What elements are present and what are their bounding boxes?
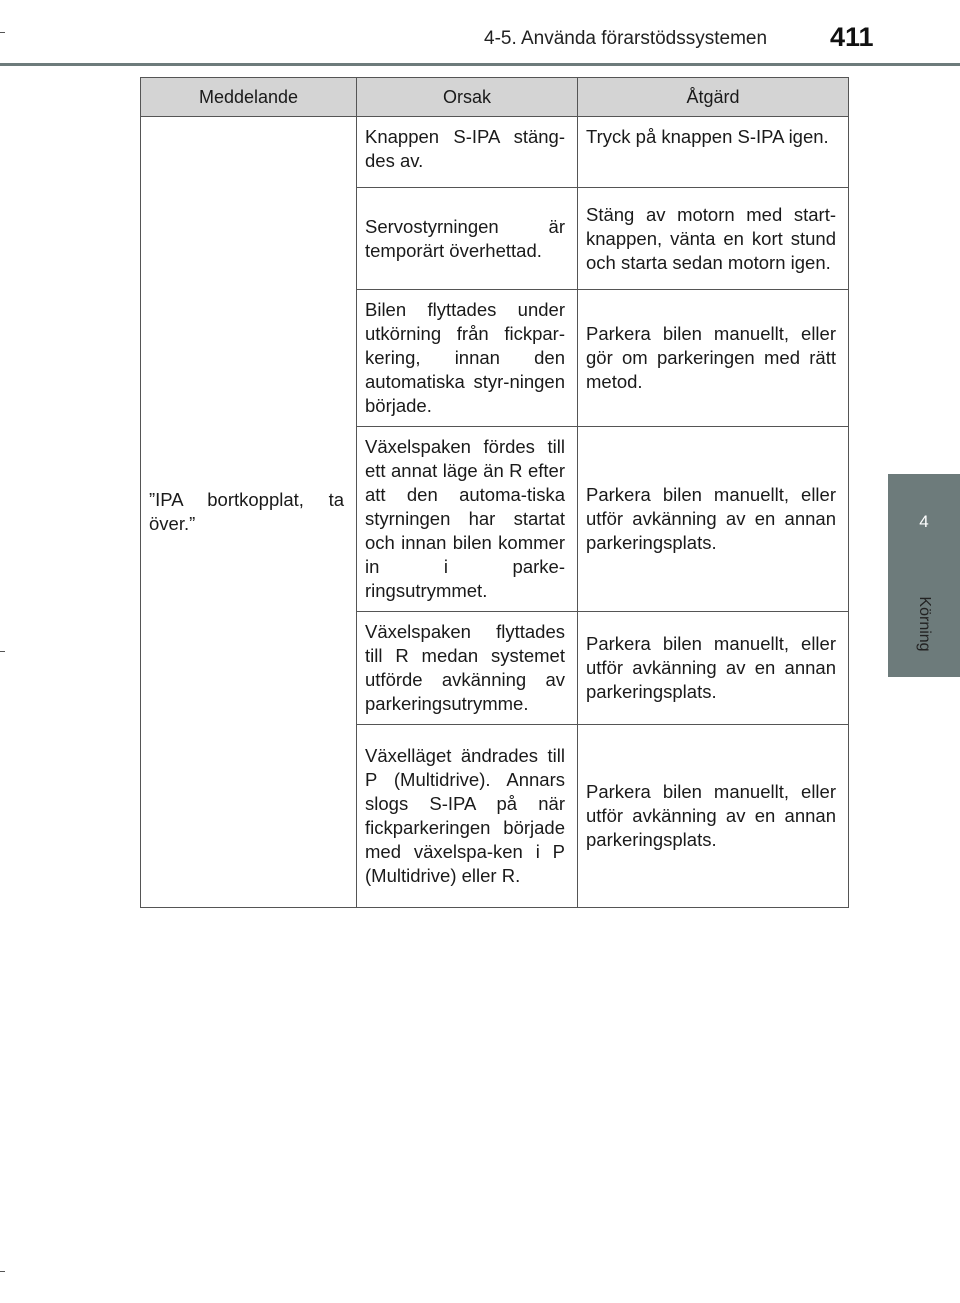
cause-cell: Växelspaken flyttades till R medan systemet utförde avkänning av parkeringsutrymme. <box>357 612 578 725</box>
action-cell: Parkera bilen manuellt, eller gör om parkeringen med rätt metod. <box>578 290 849 427</box>
crop-mark <box>0 1271 5 1272</box>
cause-cell: Knappen S-IPA stäng-des av. <box>357 117 578 188</box>
column-header-action: Åtgärd <box>578 78 849 117</box>
crop-mark <box>0 32 5 33</box>
crop-mark <box>0 651 5 652</box>
page-number: 411 <box>830 22 874 52</box>
header-divider <box>0 63 960 66</box>
action-cell: Parkera bilen manuellt, eller utför avkänning av en annan parkeringsplats. <box>578 725 849 908</box>
column-header-cause: Orsak <box>357 78 578 117</box>
action-cell: Parkera bilen manuellt, eller utför avkänning av en annan parkeringsplats. <box>578 427 849 612</box>
action-cell: Tryck på knappen S-IPA igen. <box>578 117 849 188</box>
message-cell: ”IPA bortkopplat, ta över.” <box>141 117 357 908</box>
cause-cell: Växelläget ändrades till P (Multidrive). Annars slogs S-IPA på när fickparkeringen började med växelspa-ken i P (Multidrive) eller R. <box>357 725 578 908</box>
chapter-label: Körning <box>916 596 933 652</box>
cause-cell: Bilen flyttades under utkörning från fickpar-kering, innan den automatiska styr-ningen började. <box>357 290 578 427</box>
chapter-number: 4 <box>919 512 929 531</box>
table-header-row <box>141 78 849 117</box>
table-row <box>141 117 849 188</box>
message-table <box>140 77 849 908</box>
action-cell: Parkera bilen manuellt, eller utför avkänning av en annan parkeringsplats. <box>578 612 849 725</box>
cause-cell: Växelspaken fördes till ett annat läge än R efter att den automa-tiska styrningen har startat och innan bilen kommer in i parke-ringsutrymmet. <box>357 427 578 612</box>
action-cell: Stäng av motorn med start-knappen, vänta en kort stund och starta sedan motorn igen. <box>578 188 849 290</box>
column-header-message: Meddelande <box>141 78 357 117</box>
cause-cell: Servostyrningen är temporärt överhettad. <box>357 188 578 290</box>
section-title: 4-5. Använda förarstödssystemen <box>484 28 768 49</box>
